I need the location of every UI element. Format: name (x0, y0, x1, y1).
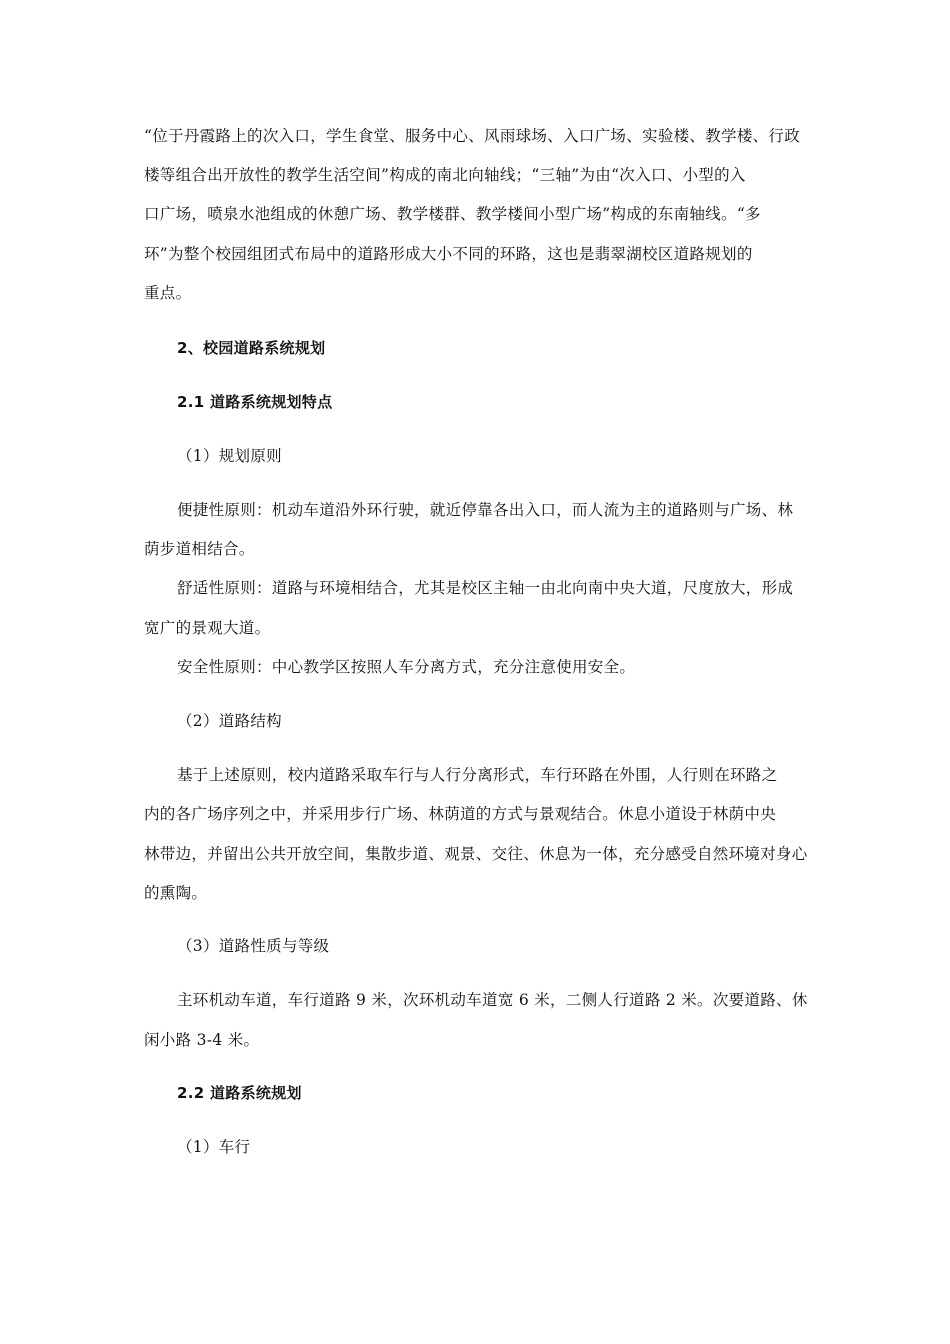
subsection-item-title: （1）规划原则 (177, 447, 282, 465)
paragraph-line: 的熏陶。 (144, 884, 208, 902)
paragraph-line: 舒适性原则：道路与环境相结合，尤其是校区主轴一由北向南中央大道，尺度放大，形成 (177, 579, 794, 597)
paragraph-line: 宽广的景观大道。 (144, 619, 271, 637)
intro-line: 口广场，喷泉水池组成的休憩广场、教学楼群、教学楼间小型广场”构成的东南轴线。“多 (144, 205, 761, 223)
section-heading: 2、校园道路系统规划 (177, 339, 326, 357)
subsection-item-title: （2）道路结构 (177, 712, 282, 730)
paragraph-line: 安全性原则：中心教学区按照人车分离方式，充分注意使用安全。 (177, 658, 636, 676)
paragraph-line: 闲小路 3-4 米。 (144, 1031, 260, 1049)
subsection-heading: 2.1 道路系统规划特点 (177, 393, 333, 411)
subsection-heading: 2.2 道路系统规划 (177, 1084, 302, 1102)
paragraph-line: 便捷性原则：机动车道沿外环行驶，就近停靠各出入口，而人流为主的道路则与广场、林 (177, 501, 794, 519)
paragraph-line: 基于上述原则，校内道路采取车行与人行分离形式，车行环路在外围，人行则在环路之 (177, 766, 778, 784)
subsection-item-title: （1）车行 (177, 1138, 251, 1156)
intro-line: “位于丹霞路上的次入口，学生食堂、服务中心、风雨球场、入口广场、实验楼、教学楼、行政 (144, 127, 801, 145)
paragraph-line: 内的各广场序列之中，并采用步行广场、林荫道的方式与景观结合。休息小道设于林荫中央 (144, 805, 777, 823)
intro-line: 重点。 (144, 284, 192, 302)
paragraph-line: 主环机动车道，车行道路 9 米，次环机动车道宽 6 米，二侧人行道路 2 米。次要道路、休 (177, 991, 808, 1009)
intro-line: 环”为整个校园组团式布局中的道路形成大小不同的环路，这也是翡翠湖校区道路规划的 (144, 245, 753, 263)
paragraph-line: 荫步道相结合。 (144, 540, 255, 558)
subsection-item-title: （3）道路性质与等级 (177, 937, 330, 955)
paragraph-line: 林带边，并留出公共开放空间，集散步道、观景、交往、休息为一体，充分感受自然环境对身心 (144, 845, 808, 863)
intro-line: 楼等组合出开放性的教学生活空间”构成的南北向轴线；“三轴”为由“次入口、小型的入 (144, 166, 746, 184)
